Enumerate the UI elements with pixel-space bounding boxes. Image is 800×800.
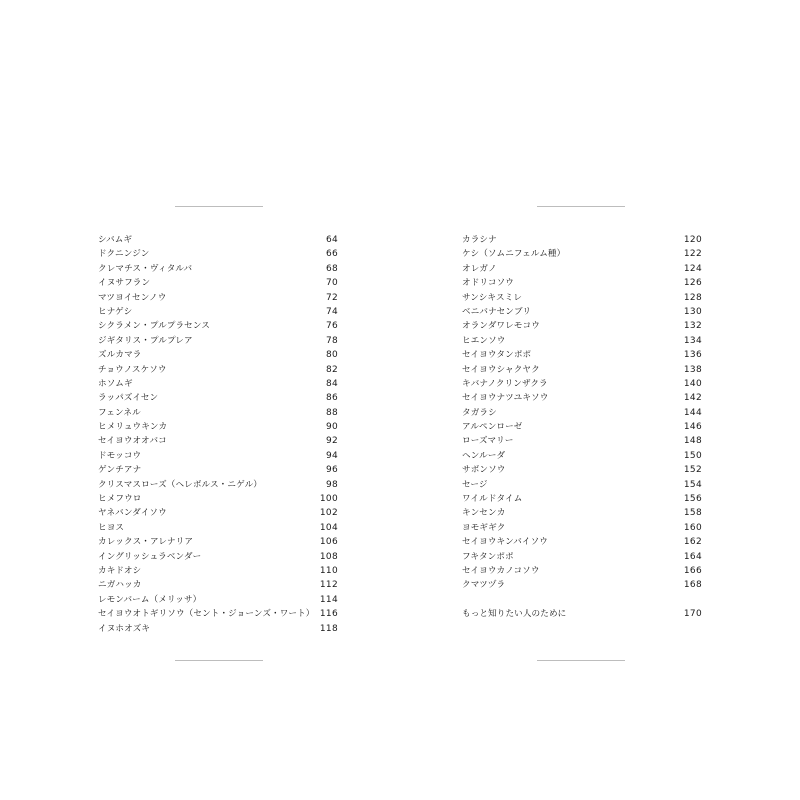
- toc-entry-page-number: 110: [319, 565, 338, 576]
- toc-entry-page-number: 150: [683, 450, 702, 461]
- toc-entry-title: チョウノスケソウ: [98, 364, 167, 375]
- toc-entry: [462, 334, 702, 348]
- toc-entry: [462, 535, 702, 549]
- top-divider: [537, 206, 625, 207]
- toc-entry: [98, 247, 338, 261]
- toc-entry: [98, 420, 338, 434]
- toc-entry: [98, 319, 338, 333]
- toc-entry-page-number: 128: [683, 292, 702, 303]
- toc-entry-page-number: 78: [325, 335, 338, 346]
- toc-entry: [98, 334, 338, 348]
- toc-list-right: [462, 233, 702, 622]
- toc-entry-title: ゲンチアナ: [98, 465, 142, 476]
- toc-entry: [462, 420, 702, 434]
- toc-entry-title: ヒヨス: [98, 522, 125, 533]
- toc-entry-title: セイヨウオトギリソウ（セント・ジョーンズ・ワート）: [98, 609, 315, 620]
- toc-entry-title: ローズマリー: [462, 436, 514, 447]
- toc-entry-page-number: 88: [325, 407, 338, 418]
- toc-entry-title: イヌサフラン: [98, 278, 151, 289]
- toc-entry: [462, 449, 702, 463]
- toc-entry-page-number: 138: [683, 364, 702, 375]
- toc-entry-title: カラシナ: [462, 235, 497, 245]
- toc-entry-page-number: 118: [319, 623, 338, 634]
- toc-entry: [98, 276, 338, 290]
- toc-entry-title: セージ: [462, 479, 488, 490]
- toc-entry-title: ドモッコウ: [98, 450, 142, 461]
- toc-entry-page-number: 100: [319, 494, 338, 505]
- toc-entry-page-number: 140: [683, 378, 702, 389]
- toc-entry: [462, 391, 702, 405]
- toc-entry-title: オランダワレモコウ: [462, 321, 540, 332]
- toc-entry: [98, 377, 338, 391]
- toc-entry-title: セイヨウオオバコ: [98, 436, 167, 447]
- toc-entry-title: イングリッシュラベンダー: [98, 551, 202, 562]
- toc-entry-page-number: 146: [683, 422, 702, 433]
- toc-entry: [462, 377, 702, 391]
- toc-entry-page-number: 164: [683, 551, 702, 562]
- toc-entry-page-number: 120: [683, 235, 702, 245]
- toc-entry-title: カレックス・アレナリア: [98, 537, 194, 548]
- toc-entry-page-number: 130: [683, 306, 702, 317]
- toc-entry: [98, 550, 338, 564]
- toc-entry: [462, 363, 702, 377]
- toc-entry-title: ベニバナセンブリ: [462, 306, 532, 317]
- right-page: [400, 0, 800, 800]
- toc-entry-page-number: 94: [325, 450, 338, 461]
- toc-entry: [98, 305, 338, 319]
- toc-entry: [98, 478, 338, 492]
- toc-entry-page-number: 122: [683, 249, 702, 260]
- toc-entry-title: カキドオシ: [98, 565, 142, 576]
- toc-entry-page-number: 70: [325, 278, 338, 289]
- toc-entry-page-number: 66: [325, 249, 338, 260]
- toc-entry-title: ヒメリュウキンカ: [98, 422, 168, 433]
- toc-entry-title: クリスマスローズ（ヘレボルス・ニゲル）: [98, 479, 262, 490]
- toc-entry: [462, 564, 702, 578]
- toc-entry-page-number: 144: [683, 407, 702, 418]
- toc-entry-page-number: 98: [325, 479, 338, 490]
- toc-entry-title: クマツヅラ: [462, 580, 506, 591]
- toc-entry-page-number: 84: [325, 378, 338, 389]
- toc-entry-title: ジギタリス・プルプレア: [98, 335, 193, 346]
- toc-entry-page-number: 72: [325, 292, 338, 303]
- toc-entry-title: セイヨウタンポポ: [462, 350, 532, 361]
- toc-entry-page-number: 108: [319, 551, 338, 562]
- toc-entry-page-number: 68: [325, 263, 338, 274]
- toc-entry-title: サンシキスミレ: [462, 292, 523, 303]
- toc-entry: [462, 319, 702, 333]
- toc-entry-page-number: 154: [683, 479, 702, 490]
- toc-entry: [98, 262, 338, 276]
- toc-entry-title: セイヨウナツユキソウ: [462, 393, 549, 404]
- toc-entry-title: ヨモギギク: [462, 522, 506, 533]
- toc-entry-page-number: 86: [325, 393, 338, 404]
- toc-list-left: [98, 233, 338, 636]
- toc-entry-title: キンセンカ: [462, 508, 506, 519]
- toc-entry-page-number: 76: [325, 321, 338, 332]
- toc-entry: [98, 506, 338, 520]
- toc-entry-title: ケシ（ソムニフェルム種）: [462, 249, 566, 260]
- toc-entry-page-number: 106: [319, 537, 338, 548]
- bottom-divider: [537, 660, 625, 661]
- toc-entry: [98, 535, 338, 549]
- toc-entry-page-number: 116: [319, 609, 338, 620]
- toc-entry-page-number: 170: [683, 609, 702, 620]
- toc-entry-title: ヘンルーダ: [462, 450, 506, 461]
- toc-entry-page-number: 114: [319, 594, 338, 605]
- toc-entry-title: マツヨイセンノウ: [98, 292, 167, 303]
- toc-entry: [98, 348, 338, 362]
- toc-entry-page-number: 166: [683, 565, 702, 576]
- toc-entry-page-number: 104: [319, 522, 338, 533]
- toc-entry: [98, 434, 338, 448]
- toc-entry-title: セイヨウカノコソウ: [462, 565, 540, 576]
- toc-entry-title: ズルカマラ: [98, 350, 142, 361]
- toc-entry-page-number: 64: [325, 235, 338, 245]
- toc-entry-title: セイヨウシャクヤク: [462, 364, 540, 375]
- toc-entry: [98, 521, 338, 535]
- toc-entry: [98, 463, 338, 477]
- toc-entry-page-number: 168: [683, 580, 702, 591]
- toc-closing-entry: [462, 607, 702, 621]
- toc-entry: [98, 607, 338, 621]
- toc-entry: [462, 434, 702, 448]
- toc-entry: [98, 449, 338, 463]
- toc-entry-page-number: 80: [325, 350, 338, 361]
- toc-entry-title: もっと知りたい人のために: [462, 609, 567, 620]
- toc-entry: [462, 233, 702, 247]
- toc-entry: [462, 348, 702, 362]
- toc-entry-title: アルペンローゼ: [462, 422, 523, 433]
- bottom-divider: [175, 660, 263, 661]
- toc-entry-title: フェンネル: [98, 407, 141, 418]
- toc-entry-page-number: 132: [683, 321, 702, 332]
- toc-entry-page-number: 82: [325, 364, 338, 375]
- toc-entry: [462, 276, 702, 290]
- toc-entry-title: ニガハッカ: [98, 580, 142, 591]
- toc-entry-title: シバムギ: [98, 235, 133, 245]
- toc-entry: [462, 578, 702, 592]
- toc-entry-title: ワイルドタイム: [462, 494, 523, 505]
- toc-entry-page-number: 102: [319, 508, 338, 519]
- toc-entry: [462, 521, 702, 535]
- toc-entry: [462, 478, 702, 492]
- toc-entry-title: シクラメン・プルプラセンス: [98, 321, 210, 332]
- toc-entry: [98, 233, 338, 247]
- toc-entry-title: レモンバーム（メリッサ）: [98, 594, 202, 605]
- toc-entry-title: ヒナゲシ: [98, 306, 133, 317]
- toc-entry: [462, 463, 702, 477]
- toc-entry: [462, 492, 702, 506]
- toc-entry-title: クレマチス・ヴィタルバ: [98, 263, 193, 274]
- toc-entry-page-number: 160: [683, 522, 702, 533]
- toc-entry: [462, 550, 702, 564]
- toc-entry: [98, 492, 338, 506]
- toc-entry-page-number: 124: [683, 263, 702, 274]
- toc-entry-title: オレガノ: [462, 263, 497, 274]
- toc-entry: [98, 291, 338, 305]
- toc-entry-title: ラッパズイセン: [98, 393, 159, 404]
- toc-entry: [98, 406, 338, 420]
- top-divider: [175, 206, 263, 207]
- toc-entry: [98, 564, 338, 578]
- toc-entry-title: ヤネバンダイソウ: [98, 508, 167, 519]
- toc-entry-title: ドクニンジン: [98, 249, 150, 260]
- toc-entry: [462, 291, 702, 305]
- toc-entry-title: キバナノクリンザクラ: [462, 378, 548, 389]
- toc-entry: [98, 622, 338, 636]
- toc-entry-page-number: 142: [683, 393, 702, 404]
- toc-entry: [98, 578, 338, 592]
- toc-entry-page-number: 92: [325, 436, 338, 447]
- toc-entry-page-number: 90: [325, 422, 338, 433]
- toc-entry: [462, 406, 702, 420]
- toc-entry-title: タガラシ: [462, 407, 497, 418]
- toc-entry-title: フキタンポポ: [462, 551, 514, 562]
- toc-entry-page-number: 152: [683, 465, 702, 476]
- toc-entry-page-number: 162: [683, 537, 702, 548]
- toc-entry-title: セイヨウキンバイソウ: [462, 537, 548, 548]
- toc-entry-page-number: 136: [683, 350, 702, 361]
- toc-entry: [462, 247, 702, 261]
- toc-entry-page-number: 156: [683, 494, 702, 505]
- toc-entry-title: ヒエンソウ: [462, 335, 506, 346]
- toc-entry-title: ホソムギ: [98, 378, 133, 389]
- toc-entry: [98, 593, 338, 607]
- toc-entry-page-number: 126: [683, 278, 702, 289]
- toc-entry-title: ヒメフウロ: [98, 494, 142, 505]
- toc-entry-title: イヌホオズキ: [98, 623, 151, 634]
- toc-entry-page-number: 112: [319, 580, 338, 591]
- toc-entry-title: サボンソウ: [462, 465, 506, 476]
- toc-entry: [462, 305, 702, 319]
- toc-entry-page-number: 74: [325, 306, 338, 317]
- toc-entry-page-number: 134: [683, 335, 702, 346]
- toc-entry-page-number: 96: [325, 465, 338, 476]
- toc-entry: [98, 363, 338, 377]
- toc-entry: [462, 506, 702, 520]
- toc-entry-title: オドリコソウ: [462, 278, 514, 289]
- toc-entry: [462, 262, 702, 276]
- toc-entry-page-number: 158: [683, 508, 702, 519]
- toc-entry: [98, 391, 338, 405]
- toc-entry-page-number: 148: [683, 436, 702, 447]
